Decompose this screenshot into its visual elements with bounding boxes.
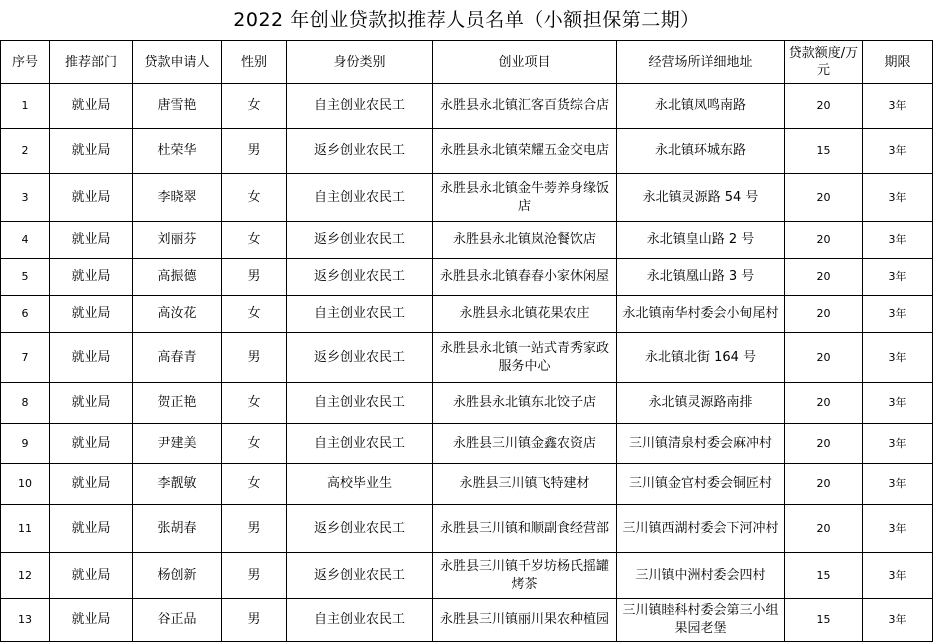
loan-term-cell: 3年: [863, 333, 933, 383]
loan-term-cell: 3年: [863, 84, 933, 129]
business-project-cell: 永胜县三川镇和顺副食经营部: [433, 505, 617, 553]
business-project-cell: 永胜县三川镇金鑫农资店: [433, 424, 617, 464]
business-address-cell: 三川镇金官村委会铜匠村: [617, 464, 785, 505]
applicant-name-cell: 杨创新: [133, 553, 222, 599]
loan-term-cell: 3年: [863, 222, 933, 259]
row-number-cell: 10: [1, 464, 50, 505]
column-header: 推荐部门: [50, 41, 133, 84]
table-row: [1, 84, 933, 129]
loan-amount-cell: 20: [785, 259, 863, 296]
applicant-name-cell: 尹建美: [133, 424, 222, 464]
applicant-name-cell: 高振德: [133, 259, 222, 296]
loan-term-cell: 3年: [863, 553, 933, 599]
column-header: 创业项目: [433, 41, 617, 84]
business-project-cell: 永胜县三川镇千岁坊杨氏摇罐烤茶: [433, 553, 617, 599]
gender-cell: 女: [222, 84, 287, 129]
business-address-cell: 永北镇凤鸣南路: [617, 84, 785, 129]
business-address-cell: 永北镇皇山路 2 号: [617, 222, 785, 259]
row-number-cell: 8: [1, 383, 50, 424]
business-project-cell: 永胜县永北镇一站式青秀家政服务中心: [433, 333, 617, 383]
identity-category-cell: 自主创业农民工: [287, 599, 433, 642]
business-project-cell: 永胜县永北镇春春小家休闲屋: [433, 259, 617, 296]
loan-amount-cell: 20: [785, 424, 863, 464]
column-header: 经营场所详细地址: [617, 41, 785, 84]
business-address-cell: 永北镇北街 164 号: [617, 333, 785, 383]
business-project-cell: 永胜县永北镇汇客百货综合店: [433, 84, 617, 129]
recommending-department-cell: 就业局: [50, 505, 133, 553]
applicant-name-cell: 高春青: [133, 333, 222, 383]
column-header: 贷款额度/万元: [785, 41, 863, 84]
loan-amount-cell: 15: [785, 129, 863, 174]
recommending-department-cell: 就业局: [50, 424, 133, 464]
identity-category-cell: 自主创业农民工: [287, 174, 433, 222]
identity-category-cell: 返乡创业农民工: [287, 553, 433, 599]
business-address-cell: 三川镇清泉村委会麻冲村: [617, 424, 785, 464]
loan-amount-cell: 20: [785, 464, 863, 505]
loan-term-cell: 3年: [863, 296, 933, 333]
table-row: [1, 383, 933, 424]
identity-category-cell: 自主创业农民工: [287, 296, 433, 333]
row-number-cell: 1: [1, 84, 50, 129]
row-number-cell: 9: [1, 424, 50, 464]
identity-category-cell: 自主创业农民工: [287, 84, 433, 129]
row-number-cell: 2: [1, 129, 50, 174]
gender-cell: 女: [222, 464, 287, 505]
column-header: 身份类别: [287, 41, 433, 84]
row-number-cell: 11: [1, 505, 50, 553]
table-row: [1, 333, 933, 383]
applicant-name-cell: 刘丽芬: [133, 222, 222, 259]
applicant-name-cell: 李靓敏: [133, 464, 222, 505]
applicant-name-cell: 张胡春: [133, 505, 222, 553]
column-header: 序号: [1, 41, 50, 84]
table-row: [1, 553, 933, 599]
business-project-cell: 永胜县三川镇丽川果农种植园: [433, 599, 617, 642]
gender-cell: 男: [222, 333, 287, 383]
loan-amount-cell: 20: [785, 222, 863, 259]
recommending-department-cell: 就业局: [50, 553, 133, 599]
gender-cell: 男: [222, 599, 287, 642]
recommending-department-cell: 就业局: [50, 383, 133, 424]
header-row: [1, 41, 933, 84]
business-project-cell: 永胜县永北镇花果农庄: [433, 296, 617, 333]
applicant-name-cell: 李晓翠: [133, 174, 222, 222]
business-project-cell: 永胜县永北镇荣耀五金交电店: [433, 129, 617, 174]
business-address-cell: 永北镇南华村委会小甸尾村: [617, 296, 785, 333]
column-header: 贷款申请人: [133, 41, 222, 84]
gender-cell: 男: [222, 505, 287, 553]
gender-cell: 男: [222, 553, 287, 599]
gender-cell: 女: [222, 383, 287, 424]
business-address-cell: 三川镇中洲村委会四村: [617, 553, 785, 599]
identity-category-cell: 自主创业农民工: [287, 383, 433, 424]
identity-category-cell: 返乡创业农民工: [287, 222, 433, 259]
recommending-department-cell: 就业局: [50, 333, 133, 383]
identity-category-cell: 返乡创业农民工: [287, 505, 433, 553]
business-address-cell: 永北镇灵源路 54 号: [617, 174, 785, 222]
recommending-department-cell: 就业局: [50, 84, 133, 129]
loan-amount-cell: 15: [785, 553, 863, 599]
applicant-name-cell: 杜荣华: [133, 129, 222, 174]
business-project-cell: 永胜县三川镇飞特建材: [433, 464, 617, 505]
gender-cell: 女: [222, 424, 287, 464]
recommending-department-cell: 就业局: [50, 222, 133, 259]
loan-term-cell: 3年: [863, 505, 933, 553]
row-number-cell: 13: [1, 599, 50, 642]
row-number-cell: 6: [1, 296, 50, 333]
row-number-cell: 7: [1, 333, 50, 383]
business-address-cell: 三川镇西湖村委会下河冲村: [617, 505, 785, 553]
applicant-name-cell: 谷正品: [133, 599, 222, 642]
recommending-department-cell: 就业局: [50, 599, 133, 642]
recommending-department-cell: 就业局: [50, 129, 133, 174]
business-project-cell: 永胜县永北镇金牛蒡养身缘饭店: [433, 174, 617, 222]
loan-amount-cell: 20: [785, 174, 863, 222]
row-number-cell: 4: [1, 222, 50, 259]
loan-term-cell: 3年: [863, 129, 933, 174]
business-address-cell: 永北镇凰山路 3 号: [617, 259, 785, 296]
business-address-cell: 三川镇睦科村委会第三小组果园老堡: [617, 599, 785, 642]
row-number-cell: 12: [1, 553, 50, 599]
applicant-table: [0, 40, 933, 642]
table-row: [1, 505, 933, 553]
loan-term-cell: 3年: [863, 259, 933, 296]
table-row: [1, 222, 933, 259]
loan-amount-cell: 20: [785, 333, 863, 383]
loan-term-cell: 3年: [863, 383, 933, 424]
gender-cell: 女: [222, 296, 287, 333]
applicant-name-cell: 唐雪艳: [133, 84, 222, 129]
loan-amount-cell: 15: [785, 599, 863, 642]
column-header: 性别: [222, 41, 287, 84]
gender-cell: 男: [222, 129, 287, 174]
row-number-cell: 5: [1, 259, 50, 296]
identity-category-cell: 返乡创业农民工: [287, 259, 433, 296]
applicant-name-cell: 高汝花: [133, 296, 222, 333]
business-address-cell: 永北镇灵源路南排: [617, 383, 785, 424]
table-row: [1, 129, 933, 174]
loan-term-cell: 3年: [863, 174, 933, 222]
table-row: [1, 599, 933, 642]
table-row: [1, 174, 933, 222]
business-project-cell: 永胜县永北镇岚沧餐饮店: [433, 222, 617, 259]
recommending-department-cell: 就业局: [50, 174, 133, 222]
recommending-department-cell: 就业局: [50, 296, 133, 333]
loan-amount-cell: 20: [785, 84, 863, 129]
row-number-cell: 3: [1, 174, 50, 222]
gender-cell: 女: [222, 222, 287, 259]
loan-term-cell: 3年: [863, 464, 933, 505]
loan-term-cell: 3年: [863, 424, 933, 464]
table-row: [1, 296, 933, 333]
applicant-name-cell: 贺正艳: [133, 383, 222, 424]
table-row: [1, 424, 933, 464]
loan-term-cell: 3年: [863, 599, 933, 642]
column-header: 期限: [863, 41, 933, 84]
page-title: 2022 年创业贷款拟推荐人员名单（小额担保第二期）: [233, 9, 700, 31]
loan-amount-cell: 20: [785, 383, 863, 424]
identity-category-cell: 返乡创业农民工: [287, 129, 433, 174]
identity-category-cell: 返乡创业农民工: [287, 333, 433, 383]
identity-category-cell: 自主创业农民工: [287, 424, 433, 464]
loan-amount-cell: 20: [785, 296, 863, 333]
gender-cell: 男: [222, 259, 287, 296]
recommending-department-cell: 就业局: [50, 464, 133, 505]
gender-cell: 女: [222, 174, 287, 222]
table-row: [1, 464, 933, 505]
business-project-cell: 永胜县永北镇东北饺子店: [433, 383, 617, 424]
business-address-cell: 永北镇环城东路: [617, 129, 785, 174]
loan-amount-cell: 20: [785, 505, 863, 553]
identity-category-cell: 高校毕业生: [287, 464, 433, 505]
recommending-department-cell: 就业局: [50, 259, 133, 296]
table-row: [1, 259, 933, 296]
